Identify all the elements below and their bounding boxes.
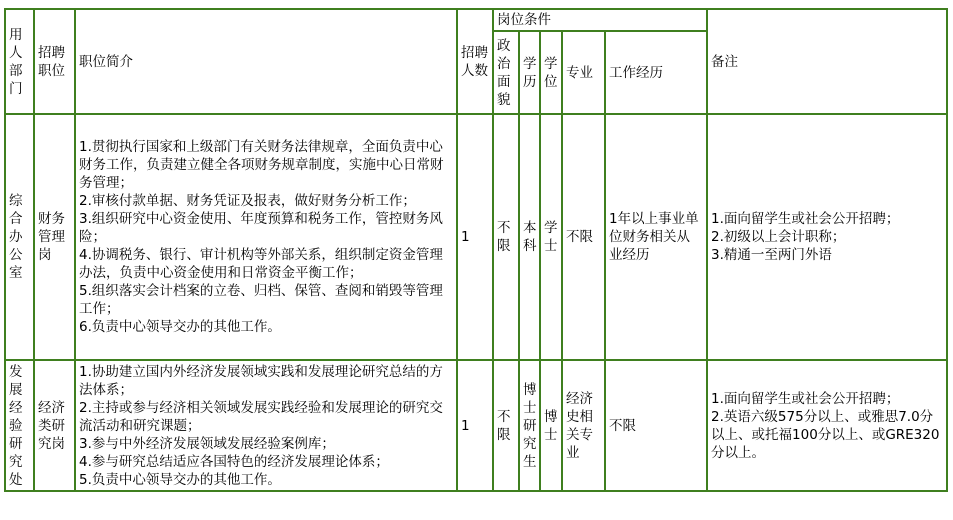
description-item: 4.协调税务、银行、审计机构等外部关系，组织制定资金管理办法，负责中心资金使用和日常资金平衡工作； — [79, 247, 443, 281]
degree-cell: 博士 — [540, 360, 562, 491]
header-department: 用人部门 — [5, 9, 34, 114]
department-cell: 发展经验研究处 — [5, 360, 34, 491]
description-item: 1.协助建立国内外经济发展领域实践和发展理论研究总结的方法体系； — [79, 363, 443, 398]
header-education: 学历 — [519, 31, 540, 114]
table-row — [5, 114, 947, 360]
remarks-item: 1.面向留学生或社会公开招聘； — [711, 211, 900, 227]
remarks-item: 2.英语六级575分以上、或雅思7.0分以上、或托福100分以上、或GRE320分以上。 — [711, 408, 940, 461]
remarks-cell — [707, 114, 947, 360]
position-cell: 财务管理岗 — [34, 114, 75, 360]
description-item: 5.组织落实会计档案的立卷、归档、保管、查阅和销毁等管理工作； — [79, 283, 443, 317]
header-political: 政治面貌 — [493, 31, 519, 114]
experience-cell: 1年以上事业单位财务相关从业经历 — [605, 114, 707, 360]
header-row — [5, 9, 947, 31]
position-cell: 经济类研究岗 — [34, 360, 75, 491]
department-cell: 综合办公室 — [5, 114, 34, 360]
education-cell: 本科 — [519, 114, 540, 360]
count-cell: 1 — [457, 114, 493, 360]
header-degree: 学位 — [540, 31, 562, 114]
header-conditions: 岗位条件 — [493, 9, 707, 31]
education-cell: 博士研究生 — [519, 360, 540, 491]
header-position: 招聘职位 — [34, 9, 75, 114]
description-item: 1.贯彻执行国家和上级部门有关财务法律规章，全面负责中心财务工作，负责建立健全各项财务规章制度，实施中心日常财务管理； — [79, 139, 444, 191]
remarks-item: 2.初级以上会计职称； — [711, 229, 846, 245]
description-cell — [75, 360, 457, 491]
description-cell — [75, 114, 457, 360]
header-description: 职位简介 — [75, 9, 457, 114]
description-item: 2.主持或参与经济相关领域发展实践经验和发展理论的研究交流活动和研究课题； — [79, 399, 443, 434]
count-cell: 1 — [457, 360, 493, 491]
recruitment-table — [4, 8, 948, 492]
remarks-item: 3.精通一至两门外语 — [711, 247, 832, 263]
degree-cell: 学士 — [540, 114, 562, 360]
experience-cell: 不限 — [605, 360, 707, 491]
description-item: 4.参与研究总结适应各国特色的经济发展理论体系； — [79, 453, 389, 470]
description-item: 3.组织研究中心资金使用、年度预算和税务工作，管控财务风险； — [79, 211, 443, 245]
major-cell: 不限 — [562, 114, 605, 360]
header-remarks: 备注 — [707, 9, 947, 114]
description-item: 5.负责中心领导交办的其他工作。 — [79, 471, 281, 488]
table-row — [5, 360, 947, 491]
major-cell: 经济史相关专业 — [562, 360, 605, 491]
political-cell: 不限 — [493, 114, 519, 360]
remarks-cell — [707, 360, 947, 491]
description-item: 2.审核付款单据、财务凭证及报表，做好财务分析工作； — [79, 193, 416, 209]
description-item: 6.负责中心领导交办的其他工作。 — [79, 319, 281, 335]
description-item: 3.参与中外经济发展领域发展经验案例库； — [79, 435, 335, 452]
remarks-item: 1.面向留学生或社会公开招聘； — [711, 390, 900, 407]
political-cell: 不限 — [493, 360, 519, 491]
header-major: 专业 — [562, 31, 605, 114]
header-experience: 工作经历 — [605, 31, 707, 114]
header-count: 招聘人数 — [457, 9, 493, 114]
